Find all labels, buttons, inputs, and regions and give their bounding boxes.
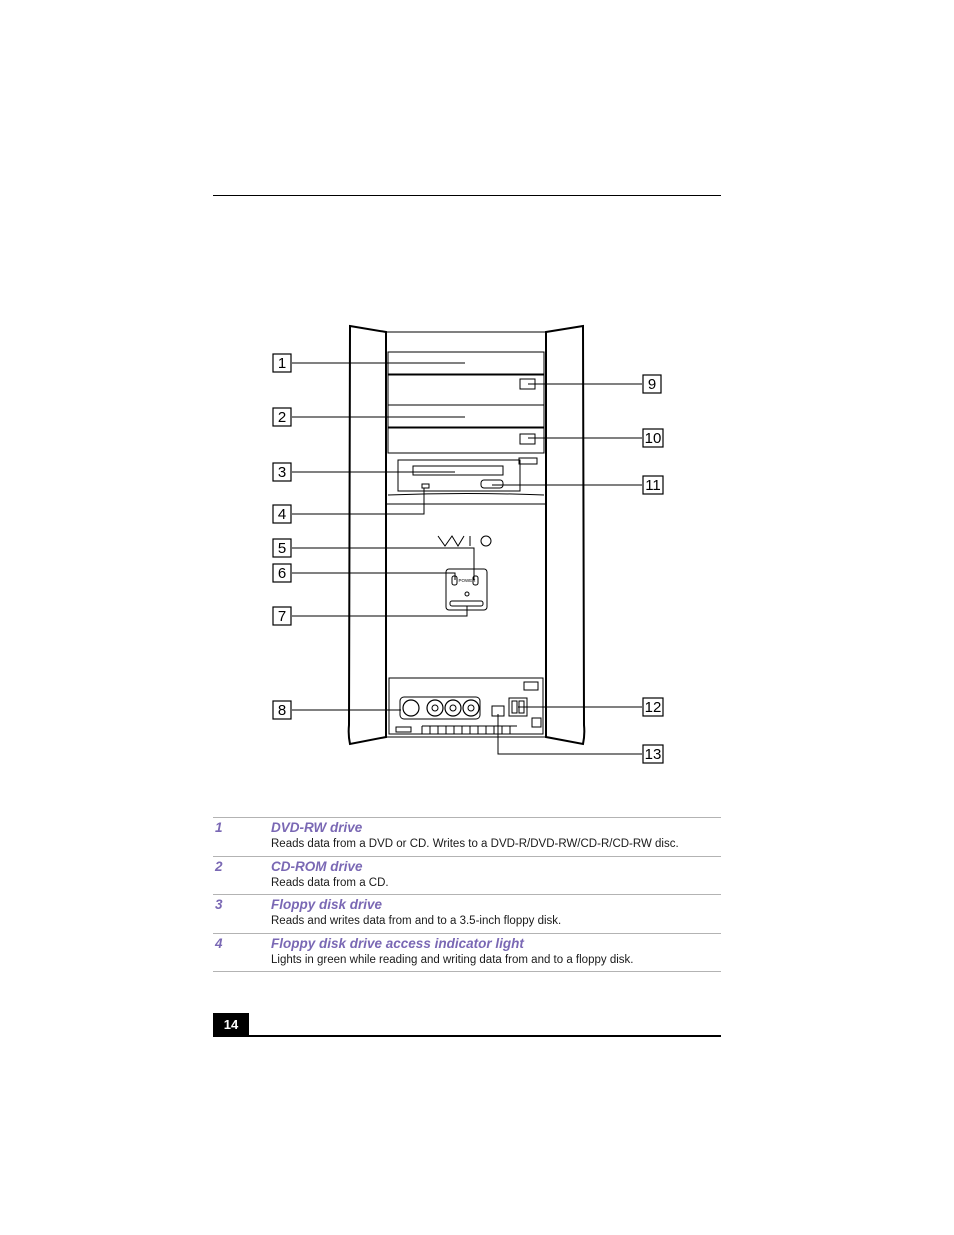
item-title: CD-ROM drive bbox=[271, 858, 363, 874]
callout-6 bbox=[273, 564, 291, 582]
computer-tower bbox=[349, 326, 585, 744]
vaio-logo bbox=[438, 536, 491, 546]
description-table bbox=[213, 817, 721, 972]
description-row bbox=[213, 857, 721, 896]
svg-text:2: 2 bbox=[277, 409, 287, 426]
computer-front-diagram bbox=[262, 320, 672, 770]
item-title: Floppy disk drive bbox=[271, 897, 383, 912]
page-number: 14 bbox=[213, 1013, 249, 1036]
item-number: 2 bbox=[215, 858, 223, 874]
callout-2 bbox=[273, 408, 291, 426]
svg-text:3: 3 bbox=[277, 464, 287, 481]
top-rule bbox=[213, 195, 721, 196]
item-title: DVD-RW drive bbox=[271, 820, 363, 835]
item-text: Lights in green while reading and writing data from and to a floppy disk. bbox=[271, 953, 634, 966]
callout-leaders bbox=[292, 363, 642, 754]
item-title: Floppy disk drive access indicator light bbox=[271, 935, 524, 951]
svg-text:6: 6 bbox=[277, 565, 287, 582]
svg-text:7: 7 bbox=[277, 608, 287, 625]
item-number: 4 bbox=[215, 935, 223, 951]
callout-11 bbox=[643, 476, 663, 494]
callout-8 bbox=[273, 701, 291, 719]
svg-text:10: 10 bbox=[644, 430, 662, 447]
item-text: Reads and writes data from and to a 3.5-inch floppy disk. bbox=[271, 915, 562, 927]
description-row bbox=[213, 818, 721, 857]
bottom-rule bbox=[213, 1035, 721, 1037]
svg-text:12: 12 bbox=[644, 699, 662, 716]
item-number: 3 bbox=[215, 897, 223, 912]
svg-text:5: 5 bbox=[277, 540, 287, 557]
svg-text:11: 11 bbox=[645, 477, 661, 494]
callout-3 bbox=[273, 463, 291, 481]
callout-9 bbox=[643, 375, 661, 393]
callout-4 bbox=[273, 505, 291, 523]
callout-1 bbox=[273, 354, 291, 372]
item-number: 1 bbox=[215, 820, 223, 835]
svg-text:9: 9 bbox=[647, 376, 657, 393]
svg-text:13: 13 bbox=[644, 746, 662, 763]
description-row bbox=[213, 934, 721, 973]
description-row bbox=[213, 895, 721, 934]
callout-10 bbox=[643, 429, 663, 447]
callout-12 bbox=[643, 698, 663, 716]
callout-13 bbox=[643, 745, 663, 763]
svg-text:4: 4 bbox=[277, 506, 287, 523]
callout-5 bbox=[273, 539, 291, 557]
power-label: POWER bbox=[458, 578, 476, 583]
svg-text:8: 8 bbox=[277, 702, 287, 719]
svg-text:1: 1 bbox=[277, 355, 287, 372]
callout-7 bbox=[273, 607, 291, 625]
item-text: Reads data from a CD. bbox=[271, 876, 389, 889]
item-text: Reads data from a DVD or CD. Writes to a DVD-R/DVD-RW/CD-R/CD-RW disc. bbox=[271, 838, 679, 850]
